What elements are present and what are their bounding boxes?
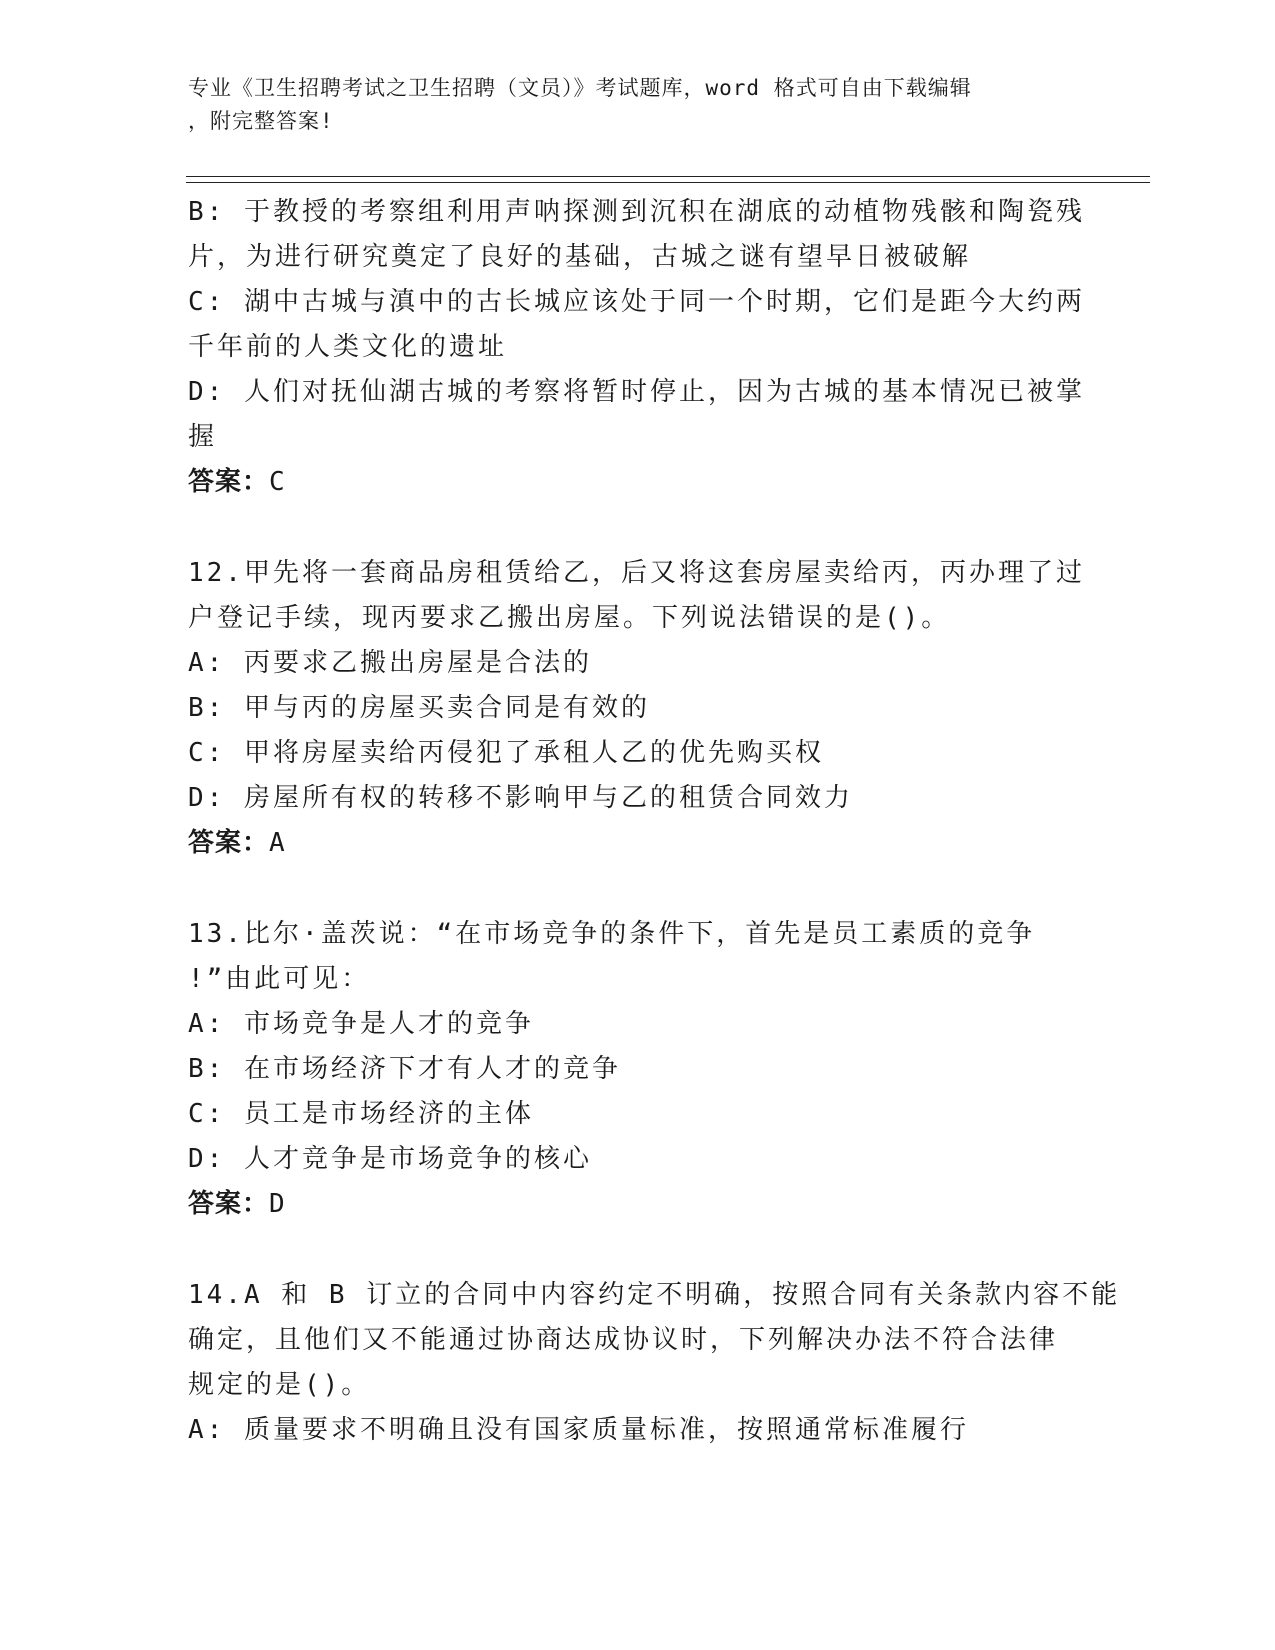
spacer <box>188 866 1088 912</box>
question-stem-line: 确定，且他们又不能通过协商达成协议时，下列解决办法不符合法律 <box>188 1325 1059 1355</box>
option-b-line-2: 片，为进行研究奠定了良好的基础，古城之谜有望早日被破解 <box>188 242 972 272</box>
answer-label: 答案： <box>188 1189 270 1219</box>
option-d: D: 人才竞争是市场竞争的核心 <box>188 1144 592 1174</box>
option-a: A: 质量要求不明确且没有国家质量标准，按照通常标准履行 <box>188 1415 969 1445</box>
answer-value: D <box>269 1189 286 1219</box>
question-14 <box>188 1273 1121 1453</box>
option-d: D: 房屋所有权的转移不影响甲与乙的租赁合同效力 <box>188 783 853 813</box>
option-d-line-1: D: 人们对抚仙湖古城的考察将暂时停止，因为古城的基本情况已被掌 <box>188 377 1085 407</box>
answer-label: 答案： <box>188 828 270 858</box>
question-stem-line: 14.A 和 B 订立的合同中内容约定不明确，按照合同有关条款内容不能 <box>188 1280 1121 1310</box>
option-a: A: 丙要求乙搬出房屋是合法的 <box>188 648 592 678</box>
header-rule-bottom <box>186 182 1150 183</box>
answer <box>188 1182 1088 1227</box>
header-rule-top <box>186 176 1150 177</box>
header-line-1: 专业《卫生招聘考试之卫生招聘（文员）》考试题库，word 格式可自由下载编辑 <box>188 76 972 100</box>
option-b: B: 甲与丙的房屋买卖合同是有效的 <box>188 693 650 723</box>
option-c-line-1: C: 湖中古城与滇中的古长城应该处于同一个时期，它们是距今大约两 <box>188 287 1085 317</box>
question-13 <box>188 912 1088 1227</box>
answer <box>188 460 1088 505</box>
option-c: C: 甲将房屋卖给丙侵犯了承租人乙的优先购买权 <box>188 738 824 768</box>
question-stem-line: 户登记手续，现丙要求乙搬出房屋。下列说法错误的是()。 <box>188 603 951 633</box>
answer-value: A <box>269 828 286 858</box>
answer <box>188 821 1088 866</box>
option-b: B: 在市场经济下才有人才的竞争 <box>188 1054 621 1084</box>
spacer <box>188 1227 1088 1273</box>
answer-value: C <box>269 467 286 497</box>
question-stem-line: !”由此可见： <box>188 964 371 994</box>
question-stem-line: 13.比尔·盖茨说：“在市场竞争的条件下，首先是员工素质的竞争 <box>188 919 1036 949</box>
question-stem-line: 12.甲先将一套商品房租赁给乙，后又将这套房屋卖给丙，丙办理了过 <box>188 558 1085 588</box>
question-12 <box>188 551 1088 866</box>
question-11-continued <box>188 190 1088 505</box>
question-stem-line: 规定的是()。 <box>188 1370 371 1400</box>
option-c-line-2: 千年前的人类文化的遗址 <box>188 332 508 362</box>
header-line-2: ，附完整答案! <box>188 109 334 133</box>
answer-label: 答案： <box>188 467 270 497</box>
document-body <box>188 190 1121 1453</box>
option-d-line-2: 握 <box>188 422 218 452</box>
spacer <box>188 505 1088 551</box>
option-c: C: 员工是市场经济的主体 <box>188 1099 534 1129</box>
document-header <box>188 72 1088 138</box>
option-b-line-1: B: 于教授的考察组利用声呐探测到沉积在湖底的动植物残骸和陶瓷残 <box>188 197 1085 227</box>
option-a: A: 市场竞争是人才的竞争 <box>188 1009 534 1039</box>
